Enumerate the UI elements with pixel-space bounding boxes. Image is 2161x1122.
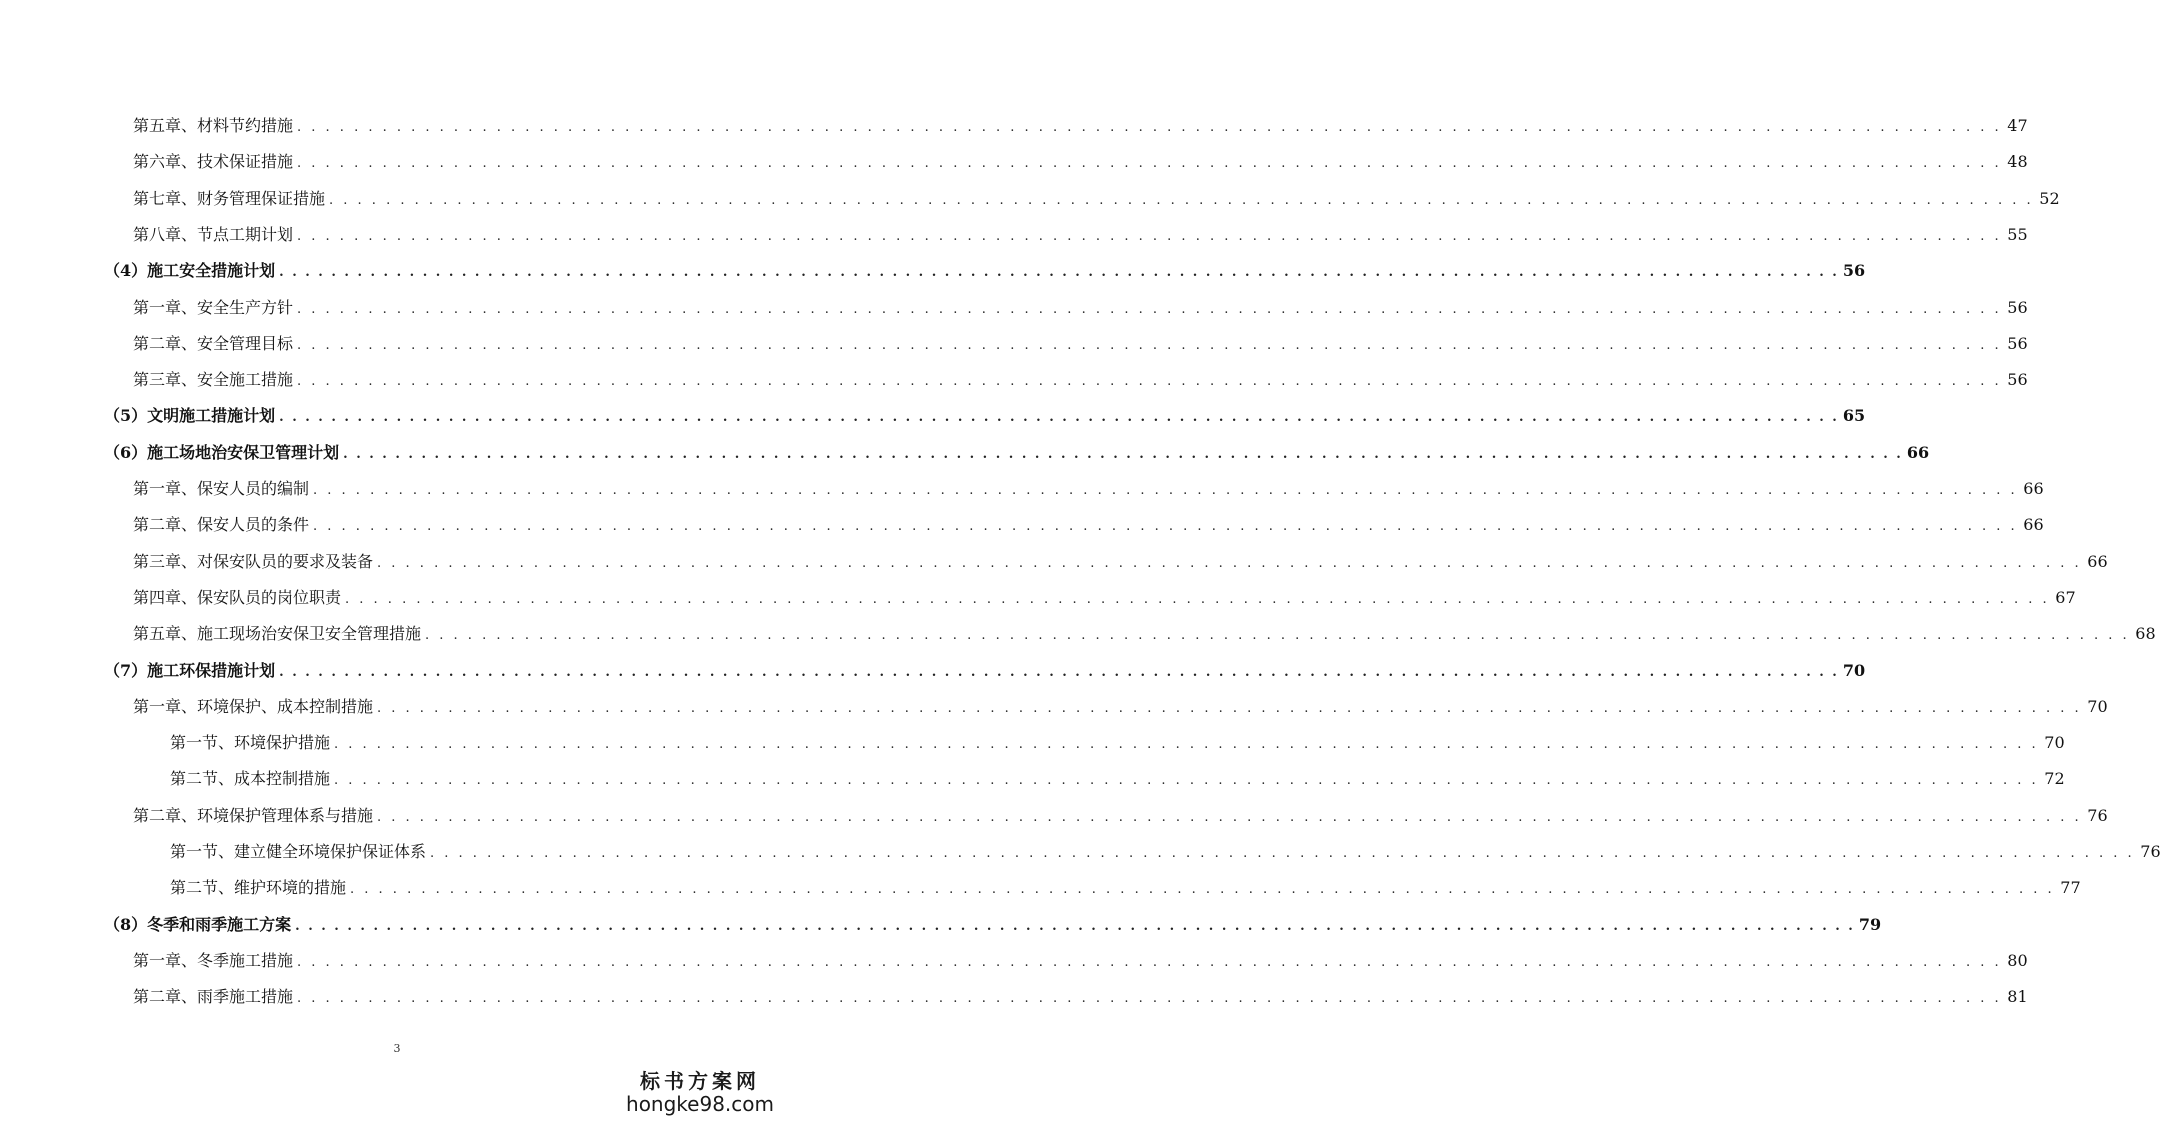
toc-entry[interactable] [133, 694, 2108, 720]
toc-entry-page: 68 [2135, 624, 2156, 643]
toc-entry-page: 67 [2055, 588, 2076, 607]
toc-entry-title: （7）施工环保措施计划 [104, 661, 276, 680]
toc-entry-page: 80 [2007, 951, 2028, 970]
toc-leader-dots: . . . . . . . . . . . . . . . . . . . . . . . . . . . . . . . . . . . . . . . . . . . . . . . . . . . . . . . . . . . . . . . . . . . . . . . . . . . . . . . . . . . . . . . . . . . . . . . . . . . . . . . . . . . . . . . . . . . . . . . . [377, 810, 2082, 825]
toc-leader-dots: . . . . . . . . . . . . . . . . . . . . . . . . . . . . . . . . . . . . . . . . . . . . . . . . . . . . . . . . . . . . . . . . . . . . . . . . . . . . . . . . . . . . . . . . . . . . . . . . . . . . . . . . . . . . . . . . . . . . . . . . [297, 229, 2002, 244]
toc-leader-dots: . . . . . . . . . . . . . . . . . . . . . . . . . . . . . . . . . . . . . . . . . . . . . . . . . . . . . . . . . . . . . . . . . . . . . . . . . . . . . . . . . . . . . . . . . . . . . . . . . . . . . . . . . . . . . . . . . . . . . . . . [297, 955, 2002, 970]
toc-leader-dots: . . . . . . . . . . . . . . . . . . . . . . . . . . . . . . . . . . . . . . . . . . . . . . . . . . . . . . . . . . . . . . . . . . . . . . . . . . . . . . . . . . . . . . . . . . . . . . . . . . . . . . . . . . . . . . . . . . . . . . . . [279, 410, 1839, 425]
toc-entry[interactable] [170, 730, 2065, 756]
toc-entry-title: 第二章、安全管理目标 [133, 334, 294, 353]
toc-entry-title: 第一章、安全生产方针 [133, 298, 294, 317]
toc-entry-title: 第五章、材料节约措施 [133, 116, 294, 135]
toc-entry-title: 第一章、冬季施工措施 [133, 951, 294, 970]
toc-entry-title: （5）文明施工措施计划 [104, 406, 276, 425]
toc-entry-title: 第二章、保安人员的条件 [133, 515, 310, 534]
toc-entry-title: 第二节、成本控制措施 [170, 769, 331, 788]
toc-entry-title: （4）施工安全措施计划 [104, 261, 276, 280]
toc-leader-dots: . . . . . . . . . . . . . . . . . . . . . . . . . . . . . . . . . . . . . . . . . . . . . . . . . . . . . . . . . . . . . . . . . . . . . . . . . . . . . . . . . . . . . . . . . . . . . . . . . . . . . . . . . . . . . . . . . . . . . . . . [297, 991, 2002, 1006]
toc-leader-dots: . . . . . . . . . . . . . . . . . . . . . . . . . . . . . . . . . . . . . . . . . . . . . . . . . . . . . . . . . . . . . . . . . . . . . . . . . . . . . . . . . . . . . . . . . . . . . . . . . . . . . . . . . . . . . . . . . . . . . . . . [279, 265, 1839, 280]
toc-entry-page: 66 [2023, 515, 2044, 534]
toc-entry-page: 47 [2007, 116, 2028, 135]
toc-entry[interactable] [133, 984, 2028, 1010]
toc-entry[interactable] [170, 766, 2065, 792]
toc-leader-dots: . . . . . . . . . . . . . . . . . . . . . . . . . . . . . . . . . . . . . . . . . . . . . . . . . . . . . . . . . . . . . . . . . . . . . . . . . . . . . . . . . . . . . . . . . . . . . . . . . . . . . . . . . . . . . . . . . . . . . . . . [297, 302, 2002, 317]
toc-entry[interactable] [133, 367, 2028, 393]
toc-entry[interactable] [133, 948, 2028, 974]
toc-entry[interactable] [104, 403, 1866, 429]
watermark-url: hongke98.com [626, 1092, 774, 1116]
toc-entry[interactable] [133, 186, 2060, 212]
toc-entry[interactable] [133, 512, 2044, 538]
toc-leader-dots: . . . . . . . . . . . . . . . . . . . . . . . . . . . . . . . . . . . . . . . . . . . . . . . . . . . . . . . . . . . . . . . . . . . . . . . . . . . . . . . . . . . . . . . . . . . . . . . . . . . . . . . . . . . . . . . . . . . . . . . . [377, 556, 2082, 571]
toc-entry[interactable] [133, 549, 2108, 575]
toc-entry-title: 第一章、环境保护、成本控制措施 [133, 697, 374, 716]
toc-entry-page: 56 [2007, 298, 2028, 317]
toc-leader-dots: . . . . . . . . . . . . . . . . . . . . . . . . . . . . . . . . . . . . . . . . . . . . . . . . . . . . . . . . . . . . . . . . . . . . . . . . . . . . . . . . . . . . . . . . . . . . . . . . . . . . . . . . . . . . . . . . . . . . . . . . [297, 156, 2002, 171]
toc-entry-page: 56 [2007, 334, 2028, 353]
toc-entry[interactable] [170, 839, 2161, 865]
page-number: 3 [393, 1042, 401, 1055]
toc-entry[interactable] [133, 149, 2028, 175]
toc-entry[interactable] [133, 803, 2108, 829]
toc-entry-title: 第四章、保安队员的岗位职责 [133, 588, 342, 607]
toc-leader-dots: . . . . . . . . . . . . . . . . . . . . . . . . . . . . . . . . . . . . . . . . . . . . . . . . . . . . . . . . . . . . . . . . . . . . . . . . . . . . . . . . . . . . . . . . . . . . . . . . . . . . . . . . . . . . . . . . . . . . . . . . [334, 737, 2039, 752]
toc-entry[interactable] [104, 258, 1866, 284]
toc-entry-page: 66 [1906, 443, 1930, 462]
toc-leader-dots: . . . . . . . . . . . . . . . . . . . . . . . . . . . . . . . . . . . . . . . . . . . . . . . . . . . . . . . . . . . . . . . . . . . . . . . . . . . . . . . . . . . . . . . . . . . . . . . . . . . . . . . . . . . . . . . . . . . . . . . . [345, 592, 2050, 607]
toc-leader-dots: . . . . . . . . . . . . . . . . . . . . . . . . . . . . . . . . . . . . . . . . . . . . . . . . . . . . . . . . . . . . . . . . . . . . . . . . . . . . . . . . . . . . . . . . . . . . . . . . . . . . . . . . . . . . . . . . . . . . . . . . [297, 374, 2002, 389]
toc-entry-page: 70 [1842, 661, 1866, 680]
toc-leader-dots: . . . . . . . . . . . . . . . . . . . . . . . . . . . . . . . . . . . . . . . . . . . . . . . . . . . . . . . . . . . . . . . . . . . . . . . . . . . . . . . . . . . . . . . . . . . . . . . . . . . . . . . . . . . . . . . . . . . . . . . . [329, 193, 2034, 208]
toc-entry-title: 第八章、节点工期计划 [133, 225, 294, 244]
toc-entry-title: 第五章、施工现场治安保卫安全管理措施 [133, 624, 422, 643]
toc-entry-page: 70 [2044, 733, 2065, 752]
toc-entry-page: 56 [1842, 261, 1866, 280]
toc-entry-page: 48 [2007, 152, 2028, 171]
toc-entry-title: 第二章、环境保护管理体系与措施 [133, 806, 374, 825]
toc-entry[interactable] [133, 476, 2044, 502]
toc-entry-title: （6）施工场地治安保卫管理计划 [104, 443, 340, 462]
toc-entry-title: 第三章、安全施工措施 [133, 370, 294, 389]
toc-entry[interactable] [133, 585, 2076, 611]
toc-entry-page: 56 [2007, 370, 2028, 389]
toc-entry-page: 72 [2044, 769, 2065, 788]
toc-entry-page: 77 [2060, 878, 2081, 897]
toc-entry-title: 第一章、保安人员的编制 [133, 479, 310, 498]
toc-leader-dots: . . . . . . . . . . . . . . . . . . . . . . . . . . . . . . . . . . . . . . . . . . . . . . . . . . . . . . . . . . . . . . . . . . . . . . . . . . . . . . . . . . . . . . . . . . . . . . . . . . . . . . . . . . . . . . . . . . . . . . . . [334, 773, 2039, 788]
toc-leader-dots: . . . . . . . . . . . . . . . . . . . . . . . . . . . . . . . . . . . . . . . . . . . . . . . . . . . . . . . . . . . . . . . . . . . . . . . . . . . . . . . . . . . . . . . . . . . . . . . . . . . . . . . . . . . . . . . . . . . . . . . . [377, 701, 2082, 716]
toc-entry[interactable] [133, 222, 2028, 248]
toc-leader-dots: . . . . . . . . . . . . . . . . . . . . . . . . . . . . . . . . . . . . . . . . . . . . . . . . . . . . . . . . . . . . . . . . . . . . . . . . . . . . . . . . . . . . . . . . . . . . . . . . . . . . . . . . . . . . . . . . . . . . . . . . [295, 919, 1855, 934]
toc-entry-page: 79 [1858, 915, 1882, 934]
toc-entry-page: 52 [2039, 189, 2060, 208]
toc-leader-dots: . . . . . . . . . . . . . . . . . . . . . . . . . . . . . . . . . . . . . . . . . . . . . . . . . . . . . . . . . . . . . . . . . . . . . . . . . . . . . . . . . . . . . . . . . . . . . . . . . . . . . . . . . . . . . . . . . . . . . . . . [343, 447, 1903, 462]
toc-leader-dots: . . . . . . . . . . . . . . . . . . . . . . . . . . . . . . . . . . . . . . . . . . . . . . . . . . . . . . . . . . . . . . . . . . . . . . . . . . . . . . . . . . . . . . . . . . . . . . . . . . . . . . . . . . . . . . . . . . . . . . . . [297, 120, 2002, 135]
toc-entry-page: 66 [2023, 479, 2044, 498]
toc-leader-dots: . . . . . . . . . . . . . . . . . . . . . . . . . . . . . . . . . . . . . . . . . . . . . . . . . . . . . . . . . . . . . . . . . . . . . . . . . . . . . . . . . . . . . . . . . . . . . . . . . . . . . . . . . . . . . . . . . . . . . . . . [350, 882, 2055, 897]
toc-entry-title: 第七章、财务管理保证措施 [133, 189, 326, 208]
toc-entry-page: 66 [2087, 552, 2108, 571]
toc-entry-page: 70 [2087, 697, 2108, 716]
toc-entry-page: 76 [2087, 806, 2108, 825]
toc-entry-page: 76 [2140, 842, 2161, 861]
toc-entry-title: 第二章、雨季施工措施 [133, 987, 294, 1006]
toc-entry-title: 第一节、环境保护措施 [170, 733, 331, 752]
toc-entry[interactable] [104, 440, 1930, 466]
toc-entry[interactable] [104, 912, 1882, 938]
toc-entry[interactable] [133, 295, 2028, 321]
toc-leader-dots: . . . . . . . . . . . . . . . . . . . . . . . . . . . . . . . . . . . . . . . . . . . . . . . . . . . . . . . . . . . . . . . . . . . . . . . . . . . . . . . . . . . . . . . . . . . . . . . . . . . . . . . . . . . . . . . . . . . . . . . . [430, 846, 2135, 861]
toc-entry-title: （8）冬季和雨季施工方案 [104, 915, 292, 934]
toc-entry-title: 第三章、对保安队员的要求及装备 [133, 552, 374, 571]
toc-leader-dots: . . . . . . . . . . . . . . . . . . . . . . . . . . . . . . . . . . . . . . . . . . . . . . . . . . . . . . . . . . . . . . . . . . . . . . . . . . . . . . . . . . . . . . . . . . . . . . . . . . . . . . . . . . . . . . . . . . . . . . . . [313, 483, 2018, 498]
toc-entry-page: 55 [2007, 225, 2028, 244]
watermark-title: 标书方案网 [640, 1069, 760, 1093]
toc-entry[interactable] [170, 875, 2081, 901]
toc-entry[interactable] [104, 658, 1866, 684]
toc-entry[interactable] [133, 331, 2028, 357]
toc-leader-dots: . . . . . . . . . . . . . . . . . . . . . . . . . . . . . . . . . . . . . . . . . . . . . . . . . . . . . . . . . . . . . . . . . . . . . . . . . . . . . . . . . . . . . . . . . . . . . . . . . . . . . . . . . . . . . . . . . . . . . . . . [313, 519, 2018, 534]
toc-entry[interactable] [133, 621, 2156, 647]
toc-entry-title: 第六章、技术保证措施 [133, 152, 294, 171]
site-watermark [626, 1070, 774, 1116]
toc-entry-page: 81 [2007, 987, 2028, 1006]
toc-entry-page: 65 [1842, 406, 1866, 425]
toc-entry-title: 第二节、维护环境的措施 [170, 878, 347, 897]
toc-leader-dots: . . . . . . . . . . . . . . . . . . . . . . . . . . . . . . . . . . . . . . . . . . . . . . . . . . . . . . . . . . . . . . . . . . . . . . . . . . . . . . . . . . . . . . . . . . . . . . . . . . . . . . . . . . . . . . . . . . . . . . . . [279, 665, 1839, 680]
toc-leader-dots: . . . . . . . . . . . . . . . . . . . . . . . . . . . . . . . . . . . . . . . . . . . . . . . . . . . . . . . . . . . . . . . . . . . . . . . . . . . . . . . . . . . . . . . . . . . . . . . . . . . . . . . . . . . . . . . . . . . . . . . . [297, 338, 2002, 353]
toc-leader-dots: . . . . . . . . . . . . . . . . . . . . . . . . . . . . . . . . . . . . . . . . . . . . . . . . . . . . . . . . . . . . . . . . . . . . . . . . . . . . . . . . . . . . . . . . . . . . . . . . . . . . . . . . . . . . . . . . . . . . . . . . [425, 628, 2130, 643]
toc-entry-title: 第一节、建立健全环境保护保证体系 [170, 842, 427, 861]
toc-entry[interactable] [133, 113, 2028, 139]
